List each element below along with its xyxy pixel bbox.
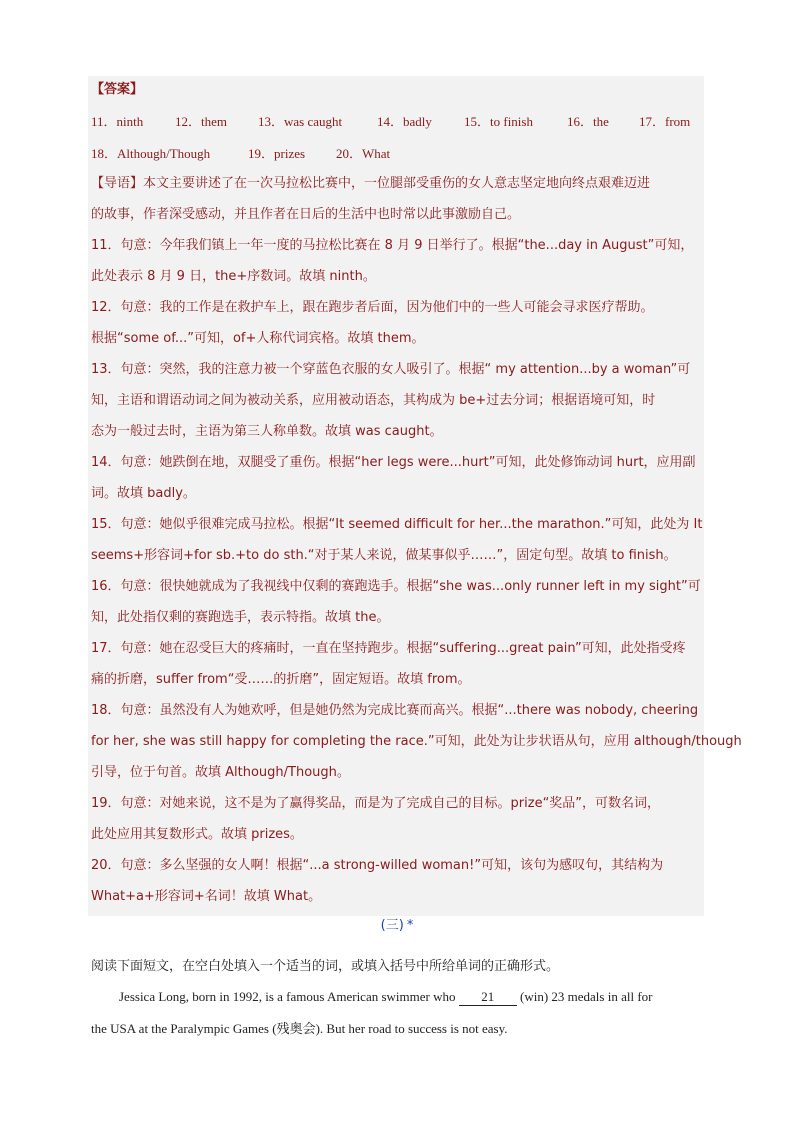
answer-20: 20．What (336, 146, 391, 161)
explanation-line: 根据“some of...”可知，of+人称代词宾格。故填 them。 (91, 331, 425, 346)
explanation-line: 17．句意：她在忍受巨大的疼痛时，一直在坚持跑步。根据“suffering...great pain”可知，此处指受疼 (91, 641, 686, 656)
answer-18: 18．Although/Though (91, 146, 211, 161)
passage-text: (win) 23 medals in all for (516, 989, 653, 1004)
explanation-line: 11．句意：今年我们镇上一年一度的马拉松比赛在 8 月 9 日举行了。根据“the...day in August”可知， (91, 238, 694, 253)
intro-line-1: 【导语】本文主要讲述了在一次马拉松比赛中，一位腿部受重伤的女人意志坚定地向终点艰难迈进 (91, 176, 651, 191)
explanation-line: 18．句意：虽然没有人为她欢呼，但是她仍然为完成比赛而高兴。根据“...there was nobody, cheering (91, 703, 699, 718)
explanation-line: for her, she was still happy for completing the race.”可知，此处为让步状语从句，应用 although/though (91, 734, 742, 749)
explanation-line: 16．句意：很快她就成为了我视线中仅剩的赛跑选手。根据“she was...only runner left in my sight”可 (91, 579, 701, 594)
explanation-line: 痛的折磨，suffer from“受……的折磨”，固定短语。故填 from。 (91, 672, 471, 687)
answer-14: 14．badly (377, 114, 432, 129)
answer-13: 13．was caught (258, 114, 343, 129)
section-title (0, 915, 794, 937)
explanation-line: 20．句意：多么坚强的女人啊！根据“...a strong-willed woman!”可知，该句为感叹句，其结构为 (91, 858, 664, 873)
explanation-line: 知，此处指仅剩的赛跑选手，表示特指。故填 the。 (91, 610, 390, 625)
explanation-line: 引导，位于句首。故填 Although/Though。 (91, 765, 350, 780)
passage-line-1 (91, 981, 731, 1012)
answer-16: 16．the (567, 114, 609, 129)
answer-row-1 (91, 106, 703, 137)
answer-12: 12．them (175, 114, 227, 129)
instruction: 阅读下面短文，在空白处填入一个适当的词，或填入括号中所给单词的正确形式。 (91, 959, 560, 974)
explanation-line: 知，主语和谓语动词之间为被动关系，应用被动语态，其构成为 be+过去分词；根据语境可知，时 (91, 393, 656, 408)
explanation-line: 词。故填 badly。 (91, 486, 196, 501)
answer-11: 11．ninth (91, 114, 144, 129)
answer-17: 17．from (639, 114, 691, 129)
explanation-line: seems+形容词+for sb.+to do sth.“对于某人来说，做某事似乎……”，固定句型。故填 to finish。 (91, 548, 677, 563)
explanation-line: 此处表示 8 月 9 日，the+序数词。故填 ninth。 (91, 269, 376, 284)
explanation-line: 13．句意：突然，我的注意力被一个穿蓝色衣服的女人吸引了。根据“ my attention...by a woman”可 (91, 362, 691, 377)
explanation-line: 此处应用其复数形式。故填 prizes。 (91, 827, 303, 842)
section-number: (三) (380, 918, 404, 933)
answer-row-2 (91, 138, 703, 169)
star-icon: * (406, 918, 414, 933)
passage-text: Jessica Long, born in 1992, is a famous American swimmer who (119, 989, 459, 1004)
explanation-line: 12．句意：我的工作是在救护车上，跟在跑步者后面，因为他们中的一些人可能会寻求医疗帮助。 (91, 300, 654, 315)
intro-line-2: 的故事，作者深受感动，并且作者在日后的生活中也时常以此事激励自己。 (91, 207, 521, 222)
answer-15: 15．to finish (464, 114, 533, 129)
explanation-line: 15．句意：她似乎很难完成马拉松。根据“It seemed difficult for her...the marathon.”可知，此处为 It (91, 517, 703, 532)
explanation-line: What+a+形容词+名词！故填 What。 (91, 889, 322, 904)
passage-line-2: the USA at the Paralympic Games (残奥会). But her road to success is not easy. (91, 1021, 508, 1036)
answer-19: 19．prizes (248, 146, 306, 161)
explanation-line: 19．句意：对她来说，这不是为了赢得奖品，而是为了完成自己的目标。prize“奖品”，可数名词， (91, 796, 661, 811)
explanation-line: 14．句意：她跌倒在地，双腿受了重伤。根据“her legs were...hurt”可知，此处修饰动词 hurt，应用副 (91, 455, 696, 470)
blank-21[interactable]: 21 (459, 989, 517, 1006)
answer-heading: 【答案】 (91, 82, 144, 97)
explanation-line: 态为一般过去时，主语为第三人称单数。故填 was caught。 (91, 424, 443, 439)
